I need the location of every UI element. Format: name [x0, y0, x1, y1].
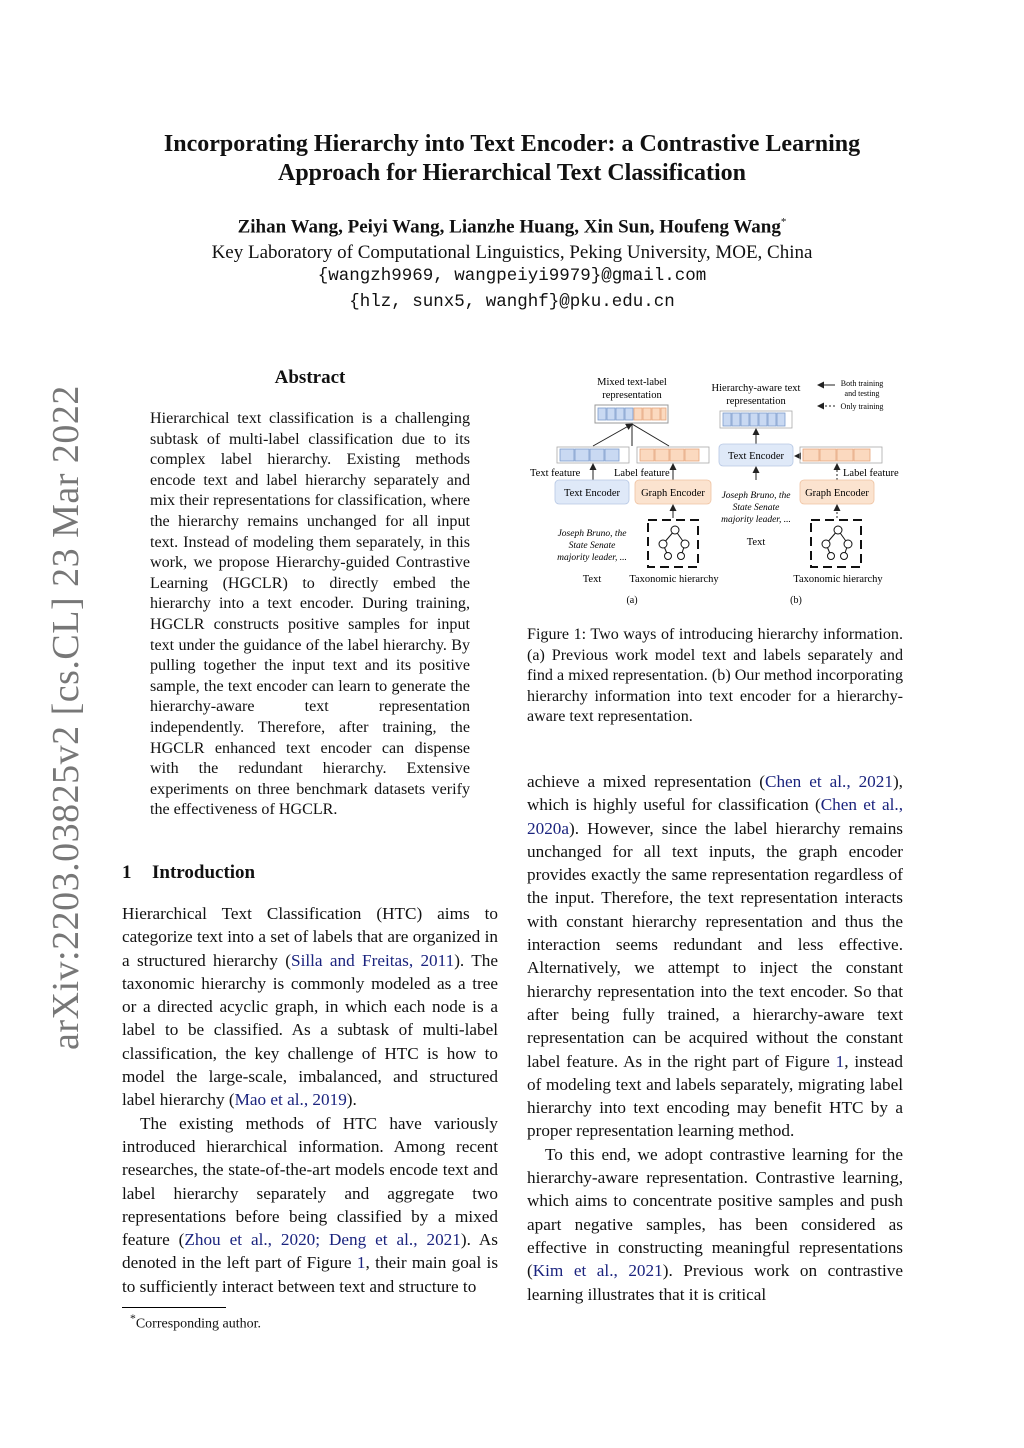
text-run: ). The taxonomic hierarchy is commonly modeled as a tree or a directed acyclic graph, in which each node is a label to be classified. As a subtask of multi-label classification, the key challenge of HTC is how to model the large-scale, imbalanced, and structured label hierarchy (: [122, 950, 498, 1110]
email-line-1: {wangzh9969, wangpeiyi9979}@gmail.com: [317, 266, 707, 286]
hierarchy-aware-vector: [720, 411, 792, 428]
label-aware-2: representation: [726, 396, 786, 407]
mixed-representation-vector: [595, 405, 668, 423]
intro-paragraph-1: [122, 902, 498, 1112]
text-encoder-label-b: Text Encoder: [727, 451, 785, 462]
subfigure-label-b: (b): [790, 595, 802, 606]
quote-b-line-3: majority leader, ...: [721, 515, 791, 525]
quote-line-1: Joseph Bruno, the: [557, 529, 627, 539]
legend-both-1: Both training: [840, 379, 884, 388]
paper-title: [100, 130, 924, 188]
legend-only: Only training: [840, 402, 884, 411]
graph-encoder-label-a: Graph Encoder: [641, 488, 705, 499]
title-line-2: Approach for Hierarchical Text Classification: [278, 160, 746, 186]
text-run: To this end, we adopt contrastive learning for the hierarchy-aware representation. Contrastive learning, which aims to concentrate positive samples and push apart negative samples, has been considered as effective in constructing meaningful representations (: [527, 1144, 903, 1281]
right-paragraph-2: [527, 1143, 903, 1306]
subfigure-label-a: (a): [626, 595, 638, 606]
figure-reference[interactable]: 1: [356, 1253, 366, 1273]
text-feature-vector: [557, 447, 629, 463]
label-taxonomic-b: Taxonomic hierarchy: [793, 574, 883, 585]
abstract-text: Hierarchical text classification is a challenging subtask of multi-label classification due to its complex label hierarchy. Existing methods encode text and label hierarchy separately and mix their representations for classification, where the hierarchy remains unchanged for all input text. Instead of modeling them separately, in this work, we propose Hierarchy-guided Contrastive Learning (HGCLR) to directly embed the hierarchy into a text encoder. During training, HGCLR constructs positive samples for input text under the guidance of the label hierarchy. By pulling together the input text and its positive sample, the text encoder can learn to generate the hierarchy-aware text representation independently. Therefore, after training, the HGCLR enhanced text encoder can dispense with the redundant hierarchy. Extensive experiments on three benchmark datasets verify the effectiveness of HGCLR.: [150, 410, 470, 819]
figure-caption: Figure 1: Two ways of introducing hierarchy information. (a) Previous work model text and labels separately and find a mixed representation. (b) Our method incorporating hierarchy information into text encoder for a hierarchy-aware text representation.: [527, 626, 903, 726]
label-label-feature-b: Label feature: [843, 468, 899, 479]
right-column-body: [527, 770, 903, 1306]
taxonomic-tree-icon: [648, 520, 698, 567]
footnote-rule: [122, 1307, 226, 1308]
text-encoder-label-a: Text Encoder: [563, 488, 621, 499]
citation-kim-2021[interactable]: Kim et al., 2021: [532, 1261, 663, 1281]
email-line-2: {hlz, sunx5, wanghf}@pku.edu.cn: [349, 292, 675, 312]
abstract-heading: Abstract: [274, 367, 346, 388]
section-number: 1: [122, 862, 132, 883]
graph-encoder-label-b: Graph Encoder: [805, 488, 869, 499]
text-run: ). Previous work on contrastive learning illustrates that it is critical: [527, 1261, 903, 1304]
text-run: ). As denoted in the left part of Figure: [122, 1230, 498, 1273]
taxonomic-tree-icon-b: [811, 520, 861, 567]
author-names: Zihan Wang, Peiyi Wang, Lianzhe Huang, Xin Sun, Houfeng Wang: [237, 216, 781, 238]
arxiv-identifier: arXiv:2203.03825v2 [cs.CL] 23 Mar 2022: [45, 385, 87, 1050]
text-run: , instead of modeling text and labels separately, migrating label hierarchy into text encoding may benefit HTC by a proper representation learning method.: [527, 1051, 903, 1141]
legend: [818, 379, 883, 411]
label-feature-vector: [637, 447, 709, 463]
section-heading-introduction: [122, 862, 255, 884]
label-label-feature: Label feature: [614, 468, 670, 479]
quote-line-2: State Senate: [568, 541, 616, 551]
section-title: Introduction: [152, 862, 256, 883]
figure-reference[interactable]: 1: [835, 1051, 845, 1071]
citation-chen-2021[interactable]: Chen et al., 2021: [765, 772, 893, 791]
affiliation: Key Laboratory of Computational Linguistics, Peking University, MOE, China: [211, 242, 813, 263]
footnote-text: Corresponding author.: [135, 1316, 262, 1332]
text-run: Hierarchical Text Classification (HTC) aims to categorize text into a set of labels that are organized in a structured hierarchy (: [122, 904, 498, 970]
left-column-body: [122, 902, 498, 1298]
citation-silla-freitas[interactable]: Silla and Freitas, 2011: [291, 950, 455, 970]
quote-b-line-1: Joseph Bruno, the: [721, 491, 791, 501]
figure-1-diagram: [527, 372, 903, 612]
label-feature-vector-b: [800, 447, 882, 463]
author-mark: *: [780, 216, 787, 228]
right-paragraph-1: [527, 770, 903, 1143]
citation-mao[interactable]: Mao et al., 2019: [234, 1090, 347, 1110]
citation-chen-2020a[interactable]: Chen et al., 2020a: [527, 795, 904, 838]
text-run: ).: [346, 1090, 357, 1110]
text-run: , their main goal is to sufficiently interact between text and structure to: [122, 1253, 499, 1296]
text-run: ), which is highly useful for classification (: [527, 772, 903, 815]
footnote: [130, 1312, 261, 1333]
authors: [100, 216, 924, 238]
label-text-feature: Text feature: [530, 468, 581, 479]
footnote-mark: *: [130, 1312, 136, 1325]
label-taxonomic-a: Taxonomic hierarchy: [629, 574, 719, 585]
title-line-1: Incorporating Hierarchy into Text Encoder: a Contrastive Learning: [163, 131, 861, 157]
text-run: achieve a mixed representation (: [527, 772, 765, 791]
text-run: The existing methods of HTC have variously introduced hierarchical information. Among recent researches, the state-of-the-art models encode text and label hierarchy separately and aggregate two representations before being classified by a mixed feature (: [122, 1113, 498, 1250]
quote-b-line-2: State Senate: [732, 503, 780, 513]
text-run: ). However, since the label hierarchy remains unchanged for all text inputs, the graph encoder provides exactly the same representation regardless of the input. Therefore, the text representation interacts with constant hierarchy representation and thus the interaction seems redundant and less effective. Alternatively, we attempt to inject the constant hierarchy representation into the text encoder. So that after being fully trained, a hierarchy-aware text representation can be acquired without the constant label feature. As in the right part of Figure: [527, 818, 903, 1071]
label-text-b: Text: [746, 537, 766, 548]
legend-both-2: and testing: [844, 389, 880, 398]
intro-paragraph-2: [122, 1112, 498, 1298]
label-mixed-2: representation: [602, 390, 662, 401]
citation-zhou-deng[interactable]: Zhou et al., 2020; Deng et al., 2021: [184, 1230, 461, 1250]
quote-line-3: majority leader, ...: [557, 553, 627, 563]
label-aware-1: Hierarchy-aware text: [711, 383, 801, 394]
label-text-a: Text: [582, 574, 602, 585]
label-mixed-1: Mixed text-label: [597, 377, 667, 388]
